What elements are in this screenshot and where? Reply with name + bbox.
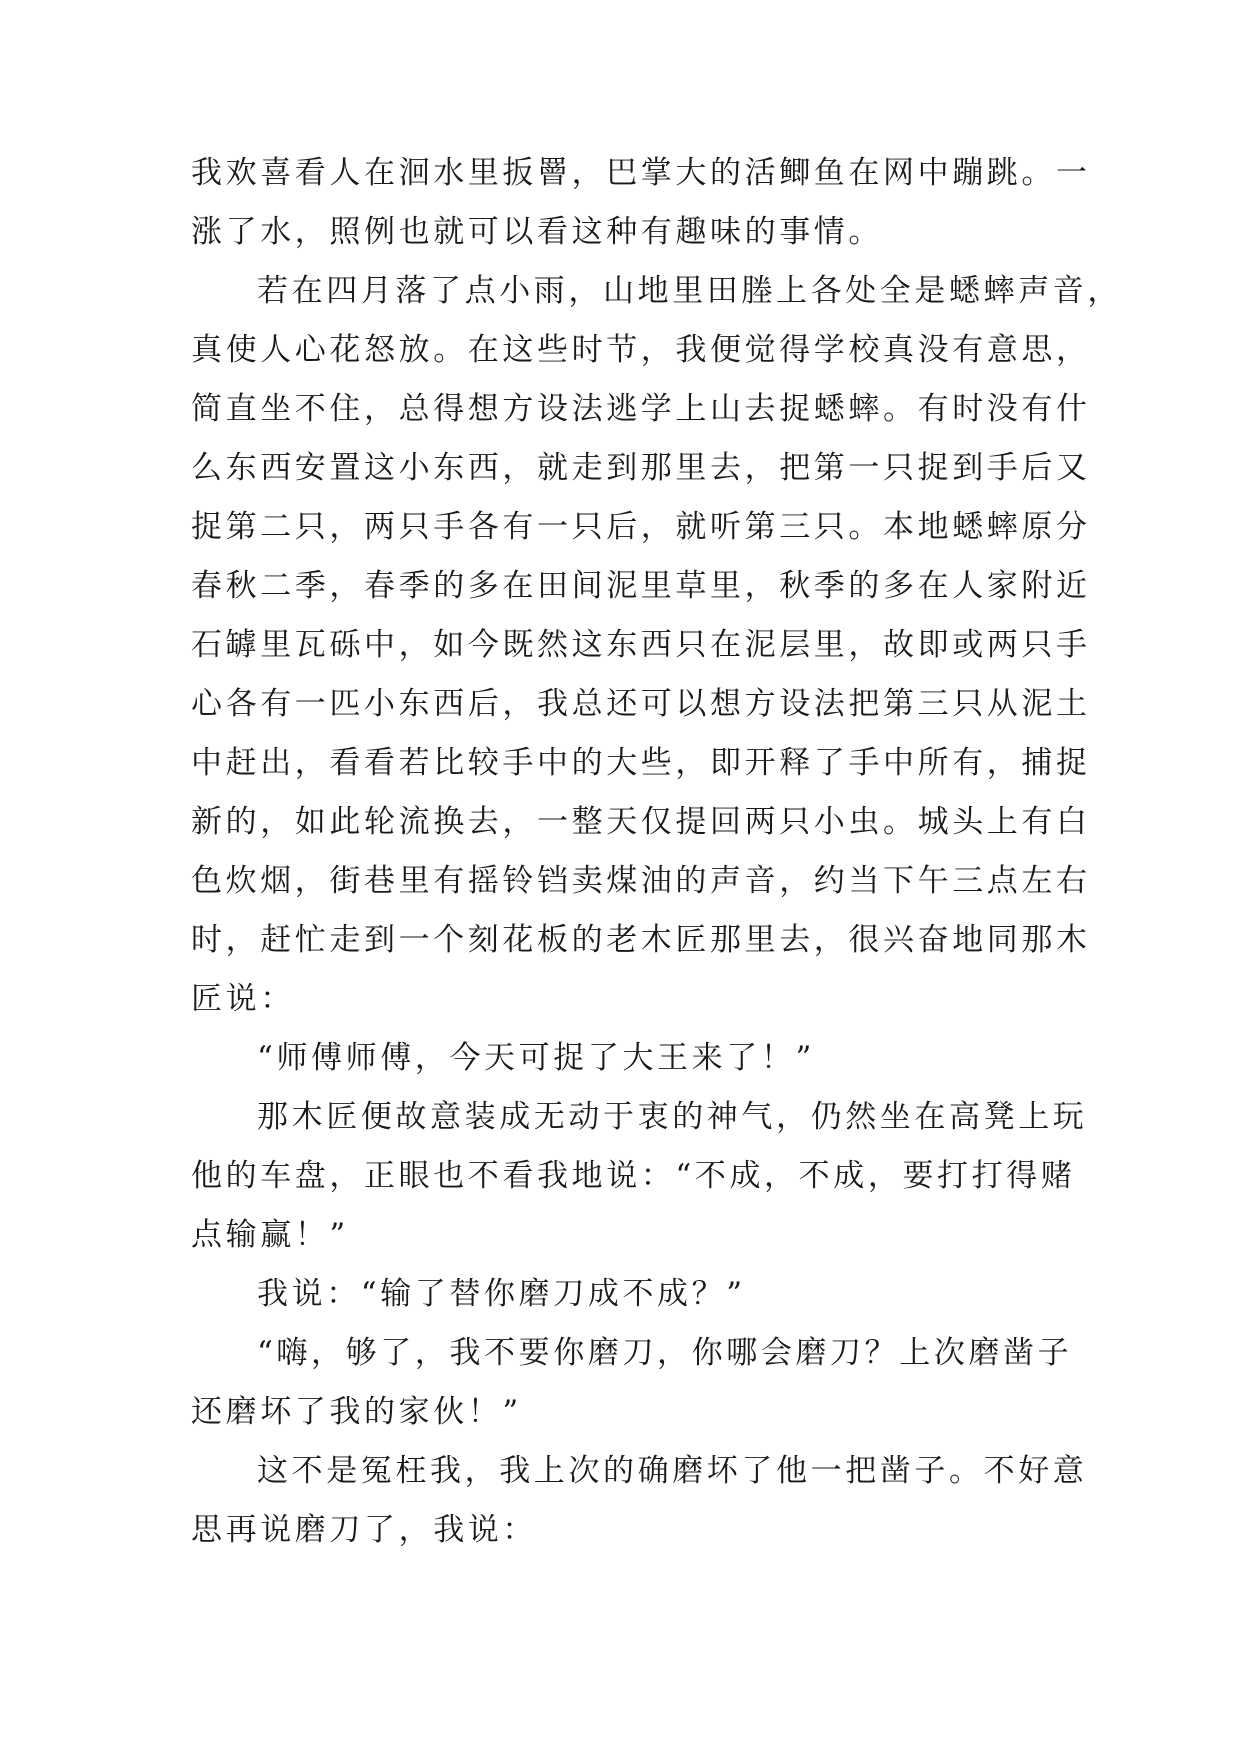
text-line: 时，赶忙走到一个刻花板的老木匠那里去，很兴奋地同那木 xyxy=(191,922,1091,958)
document-body xyxy=(191,144,1122,1560)
text-line: 真使人心花怒放。在这些时节，我便觉得学校真没有意思， xyxy=(191,332,1091,368)
text-line: 么东西安置这小东西，就走到那里去，把第一只捉到手后又 xyxy=(191,450,1091,486)
text-line: “嗨，够了，我不要你磨刀，你哪会磨刀？上次磨凿子 xyxy=(257,1335,1073,1371)
text-line: 色炊烟，街巷里有摇铃铛卖煤油的声音，约当下午三点左右 xyxy=(191,863,1091,899)
text-line: 我欢喜看人在洄水里扳罾，巴掌大的活鲫鱼在网中蹦跳。一 xyxy=(191,155,1091,191)
text-line: 春秋二季，春季的多在田间泥里草里，秋季的多在人家附近 xyxy=(191,568,1091,604)
text-line: 新的，如此轮流换去，一整天仅提回两只小虫。城头上有白 xyxy=(191,804,1091,840)
text-line: 匠说： xyxy=(191,981,295,1017)
text-line: 他的车盘，正眼也不看我地说：“不成，不成，要打打得赌 xyxy=(191,1158,1076,1194)
text-line: 我说：“输了替你磨刀成不成？” xyxy=(257,1276,746,1312)
text-line: 这不是冤枉我，我上次的确磨坏了他一把凿子。不好意 xyxy=(257,1453,1088,1489)
text-line: 心各有一匹小东西后，我总还可以想方设法把第三只从泥土 xyxy=(191,686,1091,722)
text-line: “师傅师傅，今天可捉了大王来了！” xyxy=(257,1040,815,1076)
text-line: 还磨坏了我的家伙！” xyxy=(191,1394,522,1430)
text-line: 简直坐不住，总得想方设法逃学上山去捉蟋蟀。有时没有什 xyxy=(191,391,1091,427)
text-line: 若在四月落了点小雨，山地里田塍上各处全是蟋蟀声音， xyxy=(257,273,1122,309)
text-line: 石罅里瓦砾中，如今既然这东西只在泥层里，故即或两只手 xyxy=(191,627,1091,663)
text-line: 涨了水，照例也就可以看这种有趣味的事情。 xyxy=(191,214,883,250)
text-line: 中赶出，看看若比较手中的大些，即开释了手中所有，捕捉 xyxy=(191,745,1091,781)
text-line: 捉第二只，两只手各有一只后，就听第三只。本地蟋蟀原分 xyxy=(191,509,1091,545)
text-line: 那木匠便故意装成无动于衷的神气，仍然坐在高凳上玩 xyxy=(257,1099,1088,1135)
text-line: 思再说磨刀了，我说： xyxy=(191,1512,537,1548)
text-line: 点输赢！” xyxy=(191,1217,349,1253)
